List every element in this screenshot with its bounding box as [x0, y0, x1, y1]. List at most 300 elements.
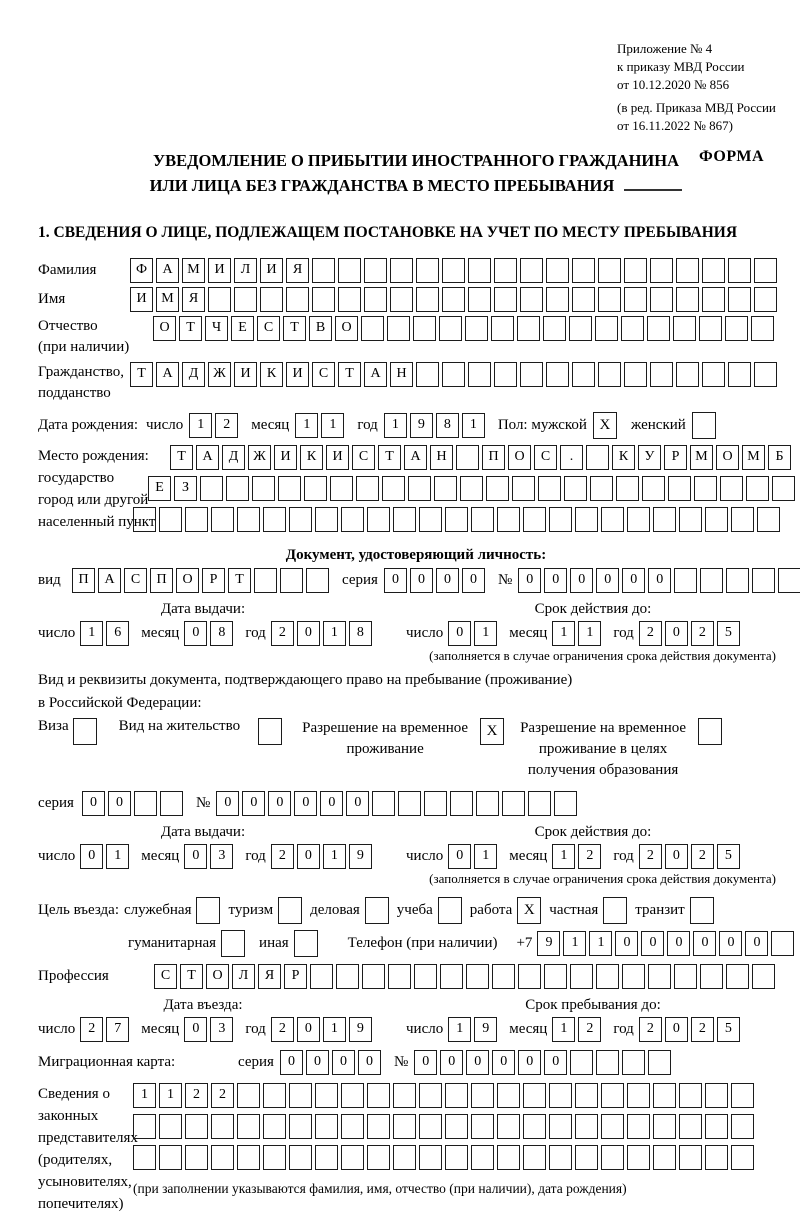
char-cell[interactable] — [601, 1083, 624, 1108]
char-cell[interactable]: О — [508, 445, 531, 470]
char-cell[interactable]: Ж — [248, 445, 271, 470]
char-cell[interactable] — [668, 476, 691, 501]
char-cell[interactable]: 0 — [410, 568, 433, 593]
char-cell[interactable] — [549, 507, 572, 532]
char-cell[interactable]: З — [174, 476, 197, 501]
char-cell[interactable] — [382, 476, 405, 501]
char-cell[interactable]: 9 — [474, 1017, 497, 1042]
char-cell[interactable] — [486, 476, 509, 501]
char-cell[interactable]: 1 — [321, 413, 344, 438]
char-cell[interactable] — [538, 476, 561, 501]
char-cell[interactable]: 0 — [622, 568, 645, 593]
char-cell[interactable] — [771, 931, 794, 956]
char-cell[interactable]: Н — [430, 445, 453, 470]
char-cell[interactable] — [419, 1114, 442, 1139]
char-cell[interactable] — [598, 362, 621, 387]
char-cell[interactable] — [211, 507, 234, 532]
char-cell[interactable] — [315, 1114, 338, 1139]
char-cell[interactable] — [549, 1114, 572, 1139]
char-cell[interactable] — [731, 507, 754, 532]
char-cell[interactable] — [575, 1083, 598, 1108]
char-cell[interactable] — [424, 791, 447, 816]
char-cell[interactable] — [595, 316, 618, 341]
char-cell[interactable] — [361, 316, 384, 341]
char-cell[interactable] — [310, 964, 333, 989]
char-cell[interactable] — [456, 445, 479, 470]
char-cell[interactable] — [700, 964, 723, 989]
char-cell[interactable] — [726, 568, 749, 593]
char-cell[interactable] — [674, 964, 697, 989]
char-cell[interactable] — [751, 316, 774, 341]
char-cell[interactable] — [393, 1114, 416, 1139]
char-cell[interactable]: 0 — [570, 568, 593, 593]
char-cell[interactable] — [647, 316, 670, 341]
char-cell[interactable]: О — [716, 445, 739, 470]
char-cell[interactable]: Я — [258, 964, 281, 989]
char-cell[interactable]: С — [124, 568, 147, 593]
char-cell[interactable] — [494, 362, 517, 387]
char-cell[interactable] — [341, 1114, 364, 1139]
char-cell[interactable]: 0 — [384, 568, 407, 593]
char-cell[interactable] — [254, 568, 277, 593]
char-cell[interactable]: У — [638, 445, 661, 470]
char-cell[interactable] — [185, 1145, 208, 1170]
char-cell[interactable] — [653, 1145, 676, 1170]
char-cell[interactable] — [731, 1083, 754, 1108]
char-cell[interactable] — [237, 1083, 260, 1108]
char-cell[interactable] — [398, 791, 421, 816]
char-cell[interactable] — [133, 507, 156, 532]
char-cell[interactable]: 1 — [578, 621, 601, 646]
char-cell[interactable] — [702, 287, 725, 312]
purpose-official-checkbox[interactable] — [196, 897, 220, 924]
char-cell[interactable]: К — [612, 445, 635, 470]
char-cell[interactable] — [289, 1145, 312, 1170]
char-cell[interactable] — [520, 362, 543, 387]
char-cell[interactable]: 2 — [691, 621, 714, 646]
char-cell[interactable]: 8 — [210, 621, 233, 646]
char-cell[interactable] — [676, 258, 699, 283]
char-cell[interactable] — [554, 791, 577, 816]
char-cell[interactable] — [234, 287, 257, 312]
char-cell[interactable] — [134, 791, 157, 816]
char-cell[interactable] — [575, 1114, 598, 1139]
char-cell[interactable]: М — [156, 287, 179, 312]
char-cell[interactable] — [725, 316, 748, 341]
char-cell[interactable] — [491, 316, 514, 341]
char-cell[interactable]: И — [260, 258, 283, 283]
char-cell[interactable] — [648, 964, 671, 989]
char-cell[interactable]: 0 — [184, 1017, 207, 1042]
char-cell[interactable]: 0 — [448, 621, 471, 646]
char-cell[interactable] — [549, 1083, 572, 1108]
char-cell[interactable] — [393, 507, 416, 532]
char-cell[interactable] — [226, 476, 249, 501]
purpose-humanitarian-checkbox[interactable] — [221, 930, 245, 957]
char-cell[interactable] — [471, 1083, 494, 1108]
char-cell[interactable] — [512, 476, 535, 501]
char-cell[interactable]: 1 — [189, 413, 212, 438]
char-cell[interactable] — [497, 1083, 520, 1108]
char-cell[interactable]: Т — [378, 445, 401, 470]
char-cell[interactable]: 2 — [271, 844, 294, 869]
char-cell[interactable]: 0 — [346, 791, 369, 816]
char-cell[interactable] — [390, 287, 413, 312]
char-cell[interactable]: 0 — [297, 621, 320, 646]
char-cell[interactable] — [414, 964, 437, 989]
char-cell[interactable] — [616, 476, 639, 501]
char-cell[interactable] — [728, 362, 751, 387]
temp-permit-checkbox[interactable]: X — [480, 718, 504, 745]
char-cell[interactable]: М — [182, 258, 205, 283]
char-cell[interactable]: 0 — [466, 1050, 489, 1075]
char-cell[interactable] — [338, 258, 361, 283]
char-cell[interactable] — [570, 964, 593, 989]
char-cell[interactable] — [304, 476, 327, 501]
char-cell[interactable]: 1 — [323, 621, 346, 646]
char-cell[interactable] — [471, 507, 494, 532]
char-cell[interactable] — [572, 287, 595, 312]
char-cell[interactable] — [575, 507, 598, 532]
char-cell[interactable] — [468, 362, 491, 387]
char-cell[interactable]: 0 — [184, 621, 207, 646]
char-cell[interactable]: 2 — [211, 1083, 234, 1108]
char-cell[interactable]: 5 — [717, 844, 740, 869]
char-cell[interactable]: 9 — [537, 931, 560, 956]
char-cell[interactable]: А — [156, 362, 179, 387]
char-cell[interactable] — [572, 258, 595, 283]
char-cell[interactable] — [494, 287, 517, 312]
char-cell[interactable]: 5 — [717, 621, 740, 646]
char-cell[interactable]: Я — [182, 287, 205, 312]
char-cell[interactable] — [263, 1114, 286, 1139]
char-cell[interactable]: Т — [180, 964, 203, 989]
char-cell[interactable] — [752, 568, 775, 593]
char-cell[interactable] — [518, 964, 541, 989]
char-cell[interactable] — [502, 791, 525, 816]
char-cell[interactable] — [653, 507, 676, 532]
char-cell[interactable] — [746, 476, 769, 501]
char-cell[interactable] — [572, 362, 595, 387]
char-cell[interactable] — [306, 568, 329, 593]
char-cell[interactable] — [419, 1145, 442, 1170]
char-cell[interactable]: С — [534, 445, 557, 470]
char-cell[interactable]: 3 — [210, 844, 233, 869]
char-cell[interactable] — [440, 964, 463, 989]
char-cell[interactable] — [159, 507, 182, 532]
char-cell[interactable] — [702, 362, 725, 387]
char-cell[interactable] — [596, 1050, 619, 1075]
char-cell[interactable] — [237, 1114, 260, 1139]
char-cell[interactable]: 0 — [332, 1050, 355, 1075]
char-cell[interactable] — [260, 287, 283, 312]
char-cell[interactable]: 0 — [268, 791, 291, 816]
char-cell[interactable] — [445, 1114, 468, 1139]
char-cell[interactable] — [705, 1083, 728, 1108]
char-cell[interactable] — [627, 1145, 650, 1170]
char-cell[interactable]: 1 — [589, 931, 612, 956]
char-cell[interactable]: О — [176, 568, 199, 593]
char-cell[interactable] — [315, 1083, 338, 1108]
char-cell[interactable]: Д — [182, 362, 205, 387]
char-cell[interactable]: С — [352, 445, 375, 470]
char-cell[interactable] — [523, 1145, 546, 1170]
char-cell[interactable] — [336, 964, 359, 989]
char-cell[interactable]: Ч — [205, 316, 228, 341]
char-cell[interactable] — [549, 1145, 572, 1170]
char-cell[interactable] — [590, 476, 613, 501]
char-cell[interactable] — [679, 507, 702, 532]
char-cell[interactable]: 0 — [615, 931, 638, 956]
char-cell[interactable] — [133, 1114, 156, 1139]
char-cell[interactable]: И — [130, 287, 153, 312]
char-cell[interactable] — [699, 316, 722, 341]
char-cell[interactable]: . — [560, 445, 583, 470]
char-cell[interactable]: 2 — [271, 621, 294, 646]
study-permit-checkbox[interactable] — [698, 718, 722, 745]
char-cell[interactable]: Р — [202, 568, 225, 593]
char-cell[interactable] — [476, 791, 499, 816]
char-cell[interactable] — [648, 1050, 671, 1075]
char-cell[interactable]: 1 — [448, 1017, 471, 1042]
char-cell[interactable]: 1 — [474, 621, 497, 646]
char-cell[interactable] — [289, 1114, 312, 1139]
char-cell[interactable]: 0 — [544, 568, 567, 593]
char-cell[interactable]: 2 — [185, 1083, 208, 1108]
char-cell[interactable] — [676, 362, 699, 387]
char-cell[interactable]: Р — [664, 445, 687, 470]
char-cell[interactable]: 0 — [693, 931, 716, 956]
char-cell[interactable] — [465, 316, 488, 341]
char-cell[interactable] — [237, 1145, 260, 1170]
char-cell[interactable]: 0 — [667, 931, 690, 956]
char-cell[interactable] — [569, 316, 592, 341]
char-cell[interactable] — [752, 964, 775, 989]
char-cell[interactable] — [390, 258, 413, 283]
char-cell[interactable] — [434, 476, 457, 501]
char-cell[interactable] — [627, 1114, 650, 1139]
char-cell[interactable]: М — [690, 445, 713, 470]
char-cell[interactable] — [341, 1083, 364, 1108]
char-cell[interactable] — [705, 507, 728, 532]
char-cell[interactable]: 0 — [462, 568, 485, 593]
char-cell[interactable] — [356, 476, 379, 501]
char-cell[interactable] — [413, 316, 436, 341]
char-cell[interactable] — [393, 1083, 416, 1108]
char-cell[interactable] — [494, 258, 517, 283]
char-cell[interactable] — [601, 507, 624, 532]
char-cell[interactable] — [497, 1145, 520, 1170]
char-cell[interactable] — [263, 1145, 286, 1170]
char-cell[interactable] — [754, 287, 777, 312]
char-cell[interactable]: Л — [232, 964, 255, 989]
char-cell[interactable]: 0 — [306, 1050, 329, 1075]
char-cell[interactable] — [702, 258, 725, 283]
char-cell[interactable]: 0 — [242, 791, 265, 816]
char-cell[interactable]: О — [335, 316, 358, 341]
char-cell[interactable]: 0 — [414, 1050, 437, 1075]
char-cell[interactable]: К — [260, 362, 283, 387]
char-cell[interactable]: П — [150, 568, 173, 593]
char-cell[interactable]: 1 — [384, 413, 407, 438]
char-cell[interactable] — [159, 1114, 182, 1139]
char-cell[interactable]: Д — [222, 445, 245, 470]
char-cell[interactable] — [622, 964, 645, 989]
char-cell[interactable]: 0 — [184, 844, 207, 869]
char-cell[interactable]: 2 — [215, 413, 238, 438]
char-cell[interactable] — [237, 507, 260, 532]
char-cell[interactable]: Л — [234, 258, 257, 283]
char-cell[interactable] — [492, 964, 515, 989]
char-cell[interactable] — [624, 287, 647, 312]
char-cell[interactable] — [442, 258, 465, 283]
char-cell[interactable]: 1 — [474, 844, 497, 869]
char-cell[interactable] — [575, 1145, 598, 1170]
char-cell[interactable]: 0 — [641, 931, 664, 956]
char-cell[interactable] — [627, 1083, 650, 1108]
char-cell[interactable]: 1 — [323, 1017, 346, 1042]
char-cell[interactable]: Е — [148, 476, 171, 501]
purpose-business-checkbox[interactable] — [365, 897, 389, 924]
char-cell[interactable]: 1 — [80, 621, 103, 646]
char-cell[interactable] — [263, 1083, 286, 1108]
char-cell[interactable]: 0 — [719, 931, 742, 956]
char-cell[interactable]: И — [286, 362, 309, 387]
char-cell[interactable]: 0 — [648, 568, 671, 593]
char-cell[interactable] — [200, 476, 223, 501]
char-cell[interactable] — [754, 258, 777, 283]
char-cell[interactable]: 5 — [717, 1017, 740, 1042]
char-cell[interactable]: 0 — [544, 1050, 567, 1075]
char-cell[interactable]: 2 — [639, 844, 662, 869]
char-cell[interactable] — [439, 316, 462, 341]
char-cell[interactable]: 2 — [80, 1017, 103, 1042]
char-cell[interactable] — [387, 316, 410, 341]
char-cell[interactable]: 0 — [82, 791, 105, 816]
char-cell[interactable] — [627, 507, 650, 532]
char-cell[interactable]: 0 — [108, 791, 131, 816]
char-cell[interactable] — [546, 258, 569, 283]
char-cell[interactable] — [728, 287, 751, 312]
char-cell[interactable] — [624, 362, 647, 387]
char-cell[interactable]: А — [196, 445, 219, 470]
char-cell[interactable] — [468, 287, 491, 312]
char-cell[interactable] — [341, 507, 364, 532]
char-cell[interactable] — [520, 258, 543, 283]
purpose-study-checkbox[interactable] — [438, 897, 462, 924]
char-cell[interactable]: 0 — [436, 568, 459, 593]
char-cell[interactable] — [757, 507, 780, 532]
char-cell[interactable]: Е — [231, 316, 254, 341]
char-cell[interactable]: 6 — [106, 621, 129, 646]
gender-male-checkbox[interactable]: X — [593, 412, 617, 439]
char-cell[interactable] — [570, 1050, 593, 1075]
char-cell[interactable] — [679, 1114, 702, 1139]
char-cell[interactable]: 0 — [297, 844, 320, 869]
char-cell[interactable] — [523, 1083, 546, 1108]
char-cell[interactable]: 9 — [410, 413, 433, 438]
char-cell[interactable] — [650, 362, 673, 387]
char-cell[interactable] — [367, 1083, 390, 1108]
char-cell[interactable]: А — [404, 445, 427, 470]
char-cell[interactable] — [468, 258, 491, 283]
char-cell[interactable]: А — [156, 258, 179, 283]
char-cell[interactable]: 0 — [448, 844, 471, 869]
char-cell[interactable] — [362, 964, 385, 989]
char-cell[interactable]: 0 — [665, 1017, 688, 1042]
char-cell[interactable]: П — [72, 568, 95, 593]
char-cell[interactable] — [445, 507, 468, 532]
char-cell[interactable]: 0 — [80, 844, 103, 869]
char-cell[interactable] — [679, 1083, 702, 1108]
purpose-tourism-checkbox[interactable] — [278, 897, 302, 924]
char-cell[interactable]: 1 — [133, 1083, 156, 1108]
char-cell[interactable] — [564, 476, 587, 501]
char-cell[interactable] — [700, 568, 723, 593]
char-cell[interactable]: 7 — [106, 1017, 129, 1042]
char-cell[interactable]: 0 — [280, 1050, 303, 1075]
char-cell[interactable]: А — [364, 362, 387, 387]
char-cell[interactable] — [159, 1145, 182, 1170]
char-cell[interactable]: Ф — [130, 258, 153, 283]
char-cell[interactable] — [416, 258, 439, 283]
title-blank-line[interactable] — [624, 177, 682, 191]
char-cell[interactable]: И — [234, 362, 257, 387]
char-cell[interactable] — [705, 1145, 728, 1170]
char-cell[interactable] — [341, 1145, 364, 1170]
char-cell[interactable] — [778, 568, 800, 593]
char-cell[interactable] — [312, 287, 335, 312]
char-cell[interactable] — [367, 507, 390, 532]
char-cell[interactable]: 0 — [492, 1050, 515, 1075]
char-cell[interactable]: 2 — [578, 1017, 601, 1042]
char-cell[interactable] — [252, 476, 275, 501]
char-cell[interactable]: 0 — [665, 844, 688, 869]
char-cell[interactable] — [520, 287, 543, 312]
char-cell[interactable]: К — [300, 445, 323, 470]
char-cell[interactable]: 9 — [349, 844, 372, 869]
char-cell[interactable] — [720, 476, 743, 501]
char-cell[interactable] — [621, 316, 644, 341]
char-cell[interactable] — [650, 258, 673, 283]
char-cell[interactable] — [445, 1145, 468, 1170]
char-cell[interactable]: 0 — [518, 568, 541, 593]
char-cell[interactable]: 0 — [297, 1017, 320, 1042]
char-cell[interactable] — [517, 316, 540, 341]
char-cell[interactable] — [650, 287, 673, 312]
char-cell[interactable]: 0 — [320, 791, 343, 816]
char-cell[interactable]: 1 — [462, 413, 485, 438]
char-cell[interactable] — [596, 964, 619, 989]
char-cell[interactable] — [185, 1114, 208, 1139]
char-cell[interactable]: П — [482, 445, 505, 470]
char-cell[interactable] — [364, 287, 387, 312]
char-cell[interactable] — [497, 1114, 520, 1139]
char-cell[interactable] — [419, 1083, 442, 1108]
char-cell[interactable]: 0 — [216, 791, 239, 816]
char-cell[interactable]: С — [257, 316, 280, 341]
char-cell[interactable]: 1 — [295, 413, 318, 438]
char-cell[interactable] — [497, 507, 520, 532]
char-cell[interactable]: С — [312, 362, 335, 387]
char-cell[interactable] — [330, 476, 353, 501]
char-cell[interactable] — [338, 287, 361, 312]
char-cell[interactable]: 0 — [440, 1050, 463, 1075]
char-cell[interactable]: 2 — [691, 1017, 714, 1042]
char-cell[interactable]: 0 — [745, 931, 768, 956]
char-cell[interactable]: И — [274, 445, 297, 470]
char-cell[interactable] — [408, 476, 431, 501]
